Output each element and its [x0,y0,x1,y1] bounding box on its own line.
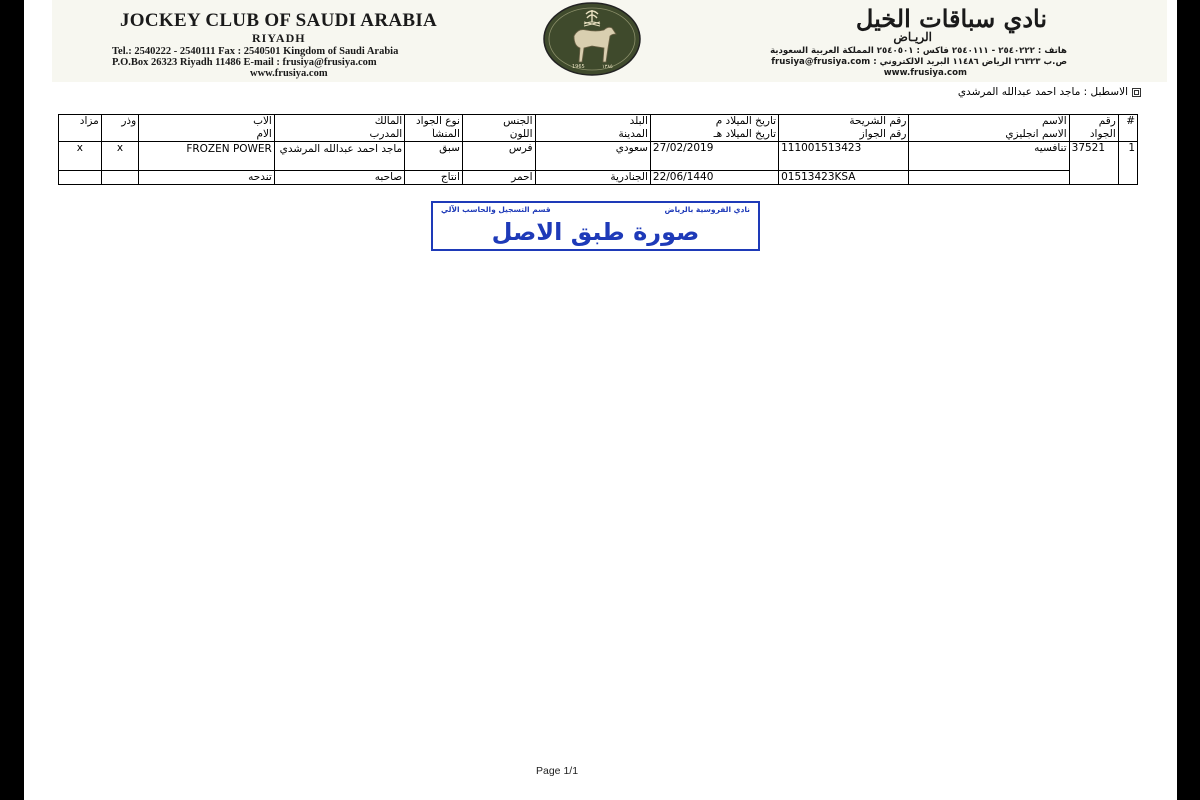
passport-number: 01513423KSA [779,171,909,185]
header-cell: مزاد [59,115,102,129]
header-cell: الام [139,128,275,142]
wdr-mark: x [101,142,138,171]
header-cell: المدرب [274,128,404,142]
owner: ماجد احمد عبدالله المرشدي [274,142,404,171]
contact-po-arabic: ص.ب ٢٦٣٢٣ الرياض ١١٤٨٦ البريد الالكتروني : frusiya@frusiya.com [771,57,1067,67]
horse-name-english [909,171,1069,185]
header-cell: رقم الجواز [779,128,909,142]
auction-mark: x [59,142,102,171]
city-arabic: الريـاض [893,30,932,44]
horse-number: 37521 [1069,142,1118,185]
chip-number: 111001513423 [779,142,909,171]
row-index: 1 [1118,142,1137,185]
stamp-club-name: نادي الفروسية بالرياض [664,205,750,214]
birth-date-hijri: 22/06/1440 [650,171,778,185]
logo-year-left: 1965 [572,64,585,70]
website-arabic: www.frusiya.com [883,68,967,78]
sex: فرس [462,142,535,171]
page-number: Page 1/1 [536,765,579,777]
city: الجنادرية [535,171,650,185]
stamp-main-text: صورة طبق الاصل [491,218,700,246]
header-cell: تاريخ الميلاد هـ [650,128,778,142]
origin: انتاج [405,171,463,185]
header-cell: رقم الشريحة [779,115,909,129]
header-cell: اللون [462,128,535,142]
table-row [59,142,1138,171]
header-cell: المنشأ [405,128,463,142]
header-cell: البلد [535,115,650,129]
stable-line [958,86,1141,98]
header-cell [1118,128,1137,142]
contact-tel-arabic: هاتف : ٢٥٤٠٢٢٢ - ٢٥٤٠١١١ فاكس : ٢٥٤٠٥٠١ المملكة العربية السعودية [770,46,1067,56]
stamp-header [433,205,758,214]
club-name-english: JOCKEY CLUB OF SAUDI ARABIA [120,10,438,31]
city-english: RIYADH [252,31,306,45]
document-page [24,0,1177,800]
country: سعودي [535,142,650,171]
horse-name: تنافسيه [909,142,1069,171]
trainer: صاحبه [274,171,404,185]
header-cell: الجواد [1069,128,1118,142]
horse-table [58,114,1138,185]
logo-year-right: ١٣٨٥ [602,64,613,70]
header-cell: المدينة [535,128,650,142]
header-cell: تاريخ الميلاد م [650,115,778,129]
contact-tel-english: Tel.: 2540222 - 2540111 Fax : 2540501 Kingdom of Saudi Arabia [112,46,399,57]
website-english: www.frusiya.com [250,68,328,79]
header-cell [59,128,102,142]
certified-copy-stamp [431,201,760,251]
table-header-row [59,128,1138,142]
checkbox-icon [1132,88,1141,97]
header-cell: رقم [1069,115,1118,129]
sire: FROZEN POWER [139,142,275,171]
table-header-row [59,115,1138,129]
table-row [59,171,1138,185]
stamp-department: قسم التسجيل والحاسب الآلي [441,205,551,214]
empty-cell [59,171,102,185]
header-cell: وذر [101,115,138,129]
header-cell: الجنس [462,115,535,129]
club-name-arabic: نادي سباقات الخيل [855,4,1047,33]
header-cell: # [1118,115,1137,129]
header-cell [101,128,138,142]
birth-date-gregorian: 27/02/2019 [650,142,778,171]
header-cell: الاب [139,115,275,129]
club-logo [542,2,642,76]
empty-cell [101,171,138,185]
header-cell: الاسم انجليزي [909,128,1069,142]
dam: تندحه [139,171,275,185]
contact-po-english: P.O.Box 26323 Riyadh 11486 E-mail : frusiya@frusiya.com [112,57,377,68]
header-cell: نوع الجواد [405,115,463,129]
header-cell: الاسم [909,115,1069,129]
header-cell: المالك [274,115,404,129]
stable-label: الاسطبل : ماجد احمد عبدالله المرشدي [957,86,1128,98]
color: احمر [462,171,535,185]
horse-type: سبق [405,142,463,171]
letterhead [52,0,1167,82]
